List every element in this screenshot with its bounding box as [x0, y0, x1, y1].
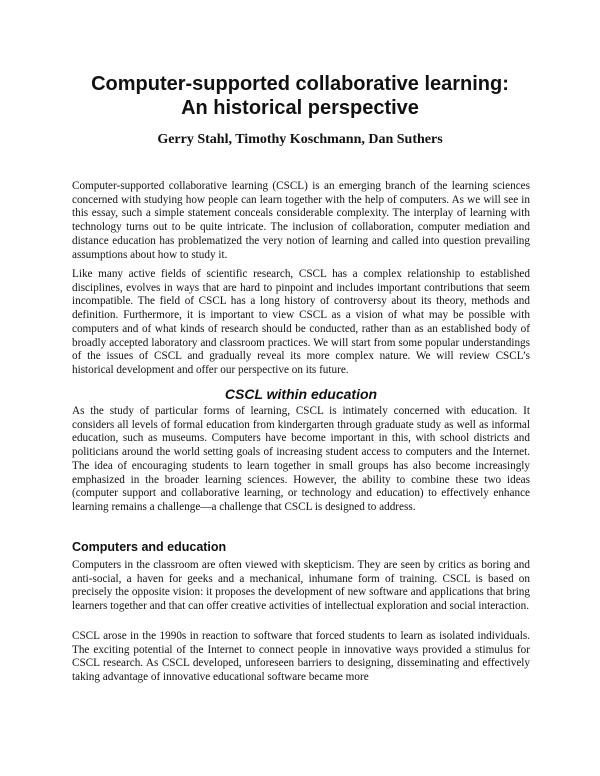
paper-title — [60, 72, 540, 120]
author-list: Gerry Stahl, Timothy Koschmann, Dan Suthers — [157, 132, 443, 147]
paragraph-computers-1: Computers in the classroom are often viewed with skepticism. They are seen by critics as boring and anti-social, a haven for geeks and a mechanical, inhumane form of training. CSCL is based on precisely the opposite vision: it proposes the development of new software and applications that bring learners together and that can offer creative activities of intellectual exploration and social interaction. — [72, 559, 530, 613]
paragraph-education: As the study of particular forms of learning, CSCL is intimately concerned with education. It considers all levels of formal education from kindergarten through graduate study as well as informal education, such as museums. Computers have become important in this, with school districts and politicians around the world setting goals of increasing student access to computers and the Internet. The idea of encouraging students to learn together in small groups has also become increasingly emphasized in the broader learning sciences. However, the ability to combine these two ideas (computer support and collaborative learning, or technology and education) to effectively enhance learning remains a challenge—a challenge that CSCL is designed to address. — [72, 405, 530, 513]
paragraph-computers-2: CSCL arose in the 1990s in reaction to software that forced students to learn as isolated individuals. The exciting potential of the Internet to connect people in innovative ways provided a stimulus for CSCL research. As CSCL developed, unforeseen barriers to designing, disseminating and effectively taking advantage of innovative educational software became more — [72, 630, 530, 684]
title-line-2: An historical perspective — [181, 97, 419, 119]
title-line-1: Computer-supported collaborative learning: — [91, 73, 509, 95]
paragraph-intro-2: Like many active fields of scientific research, CSCL has a complex relationship to established disciplines, evolves in ways that are hard to pinpoint and includes important contributions that seem incompatible. The field of CSCL has a long history of controversy about its theory, methods and definition. Furthermore, it is important to view CSCL as a vision of what may be possible with computers and of what kinds of research should be conducted, rather than as an established body of broadly accepted laboratory and classroom practices. We will start from some popular understandings of the issues of CSCL and gradually reveal its more complex nature. We will review CSCL’s historical development and offer our perspective on its future. — [72, 268, 530, 376]
subsection-heading-computers-and-education: Computers and education — [72, 540, 227, 554]
paragraph-intro-1: Computer-supported collaborative learning (CSCL) is an emerging branch of the learning sciences concerned with studying how people can learn together with the help of computers. As we will see in this essay, such a simple statement conceals considerable complexity. The interplay of learning with technology turns out to be quite intricate. The inclusion of collaboration, computer mediation and distance education has problematized the very notion of learning and called into question prevailing assumptions about how to study it. — [72, 180, 530, 261]
section-heading-cscl-within-education: CSCL within education — [224, 386, 378, 402]
